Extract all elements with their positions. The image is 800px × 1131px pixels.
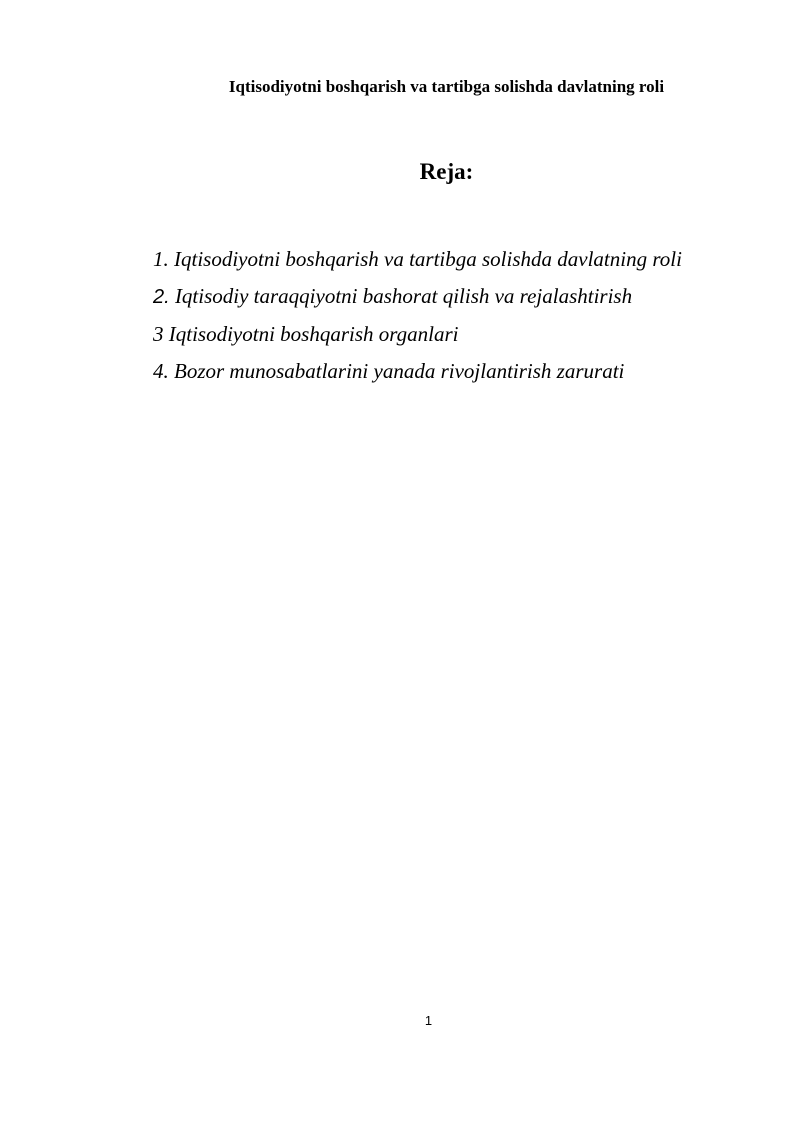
- plan-item: [153, 353, 682, 390]
- plan-item: [153, 316, 682, 353]
- plan-item: [153, 278, 682, 316]
- document-title: Iqtisodiyotni boshqarish va tartibga solishda davlatning roli: [228, 77, 665, 96]
- plan-item-text: Bozor munosabatlarini yanada rivojlantirish zarurati: [174, 359, 625, 383]
- plan-item-text: Iqtisodiyotni boshqarish va tartibga solishda davlatning roli: [174, 247, 682, 271]
- plan-item: [153, 241, 682, 278]
- page-number: 1: [424, 1013, 433, 1028]
- plan-item-number: 3: [153, 322, 164, 346]
- plan-heading: Reja:: [419, 159, 474, 184]
- plan-item-number: 1.: [153, 247, 169, 271]
- plan-item-number: 2.: [153, 286, 170, 308]
- plan-list: [153, 241, 682, 390]
- plan-item-text: Iqtisodiyotni boshqarish organlari: [168, 322, 459, 346]
- plan-item-text: Iqtisodiy taraqqiyotni bashorat qilish va rejalashtirish: [174, 284, 633, 308]
- plan-item-number: 4.: [153, 359, 169, 383]
